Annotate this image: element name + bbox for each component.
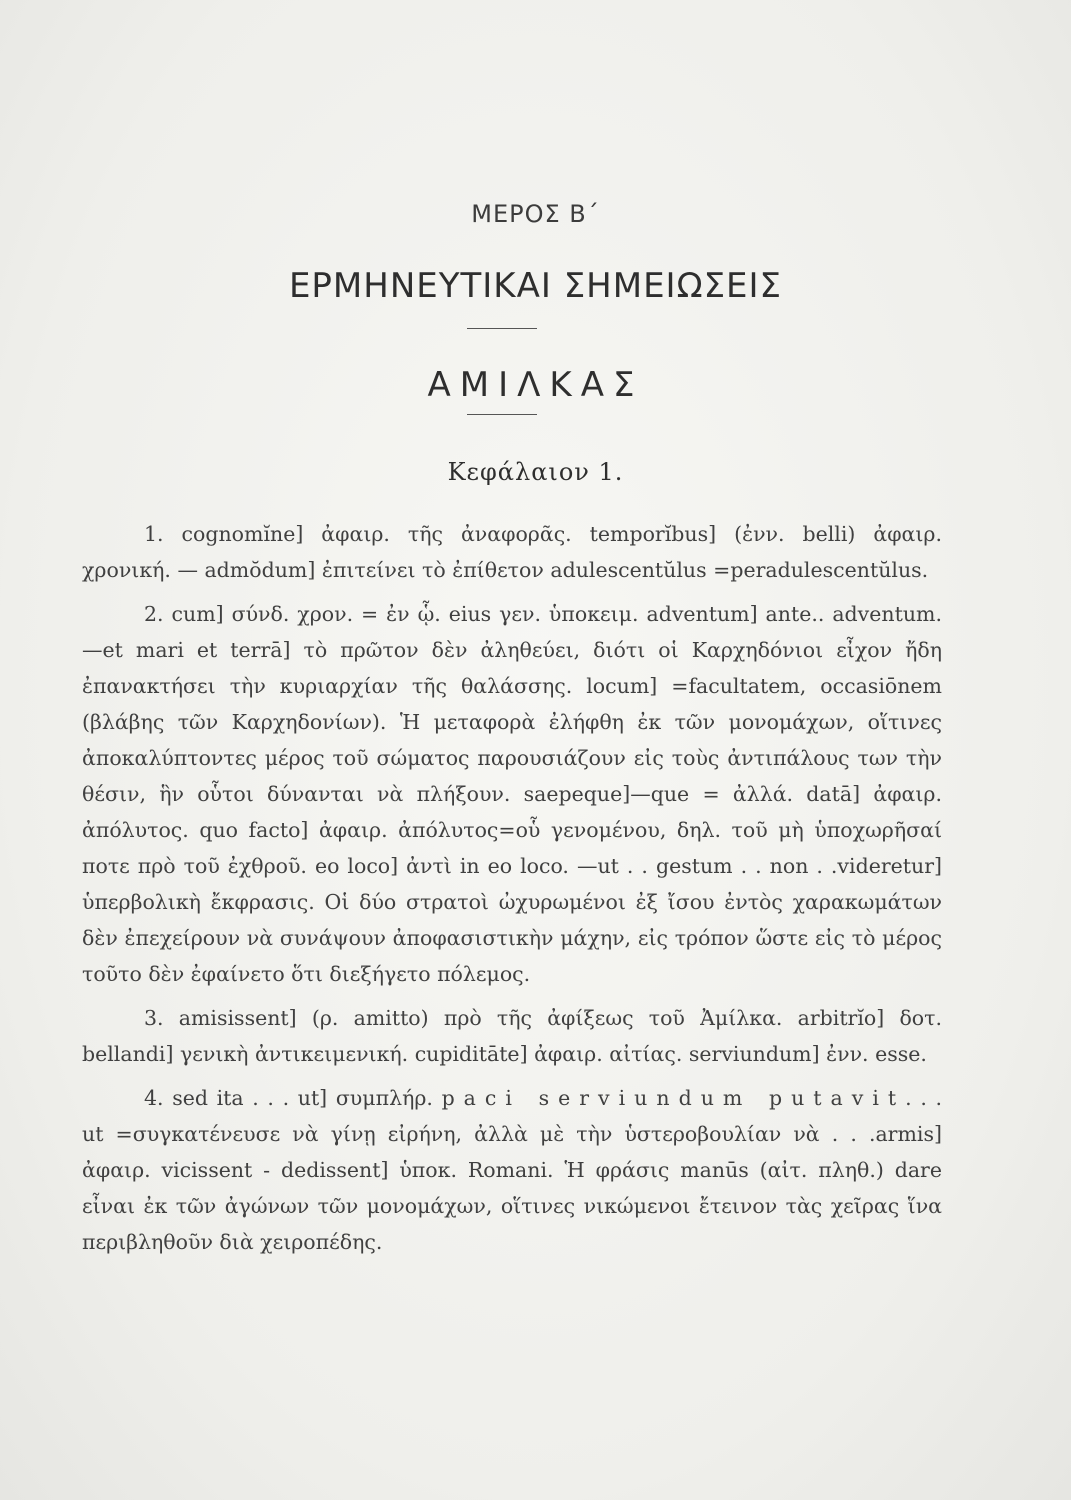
spaced-quotation: paci serviundum putavit (441, 1086, 906, 1110)
commentary-body (82, 516, 942, 1268)
paragraph-4-rest: . . . ut =συγκατένευσε νὰ γίνῃ εἰρήνη, ἀλλὰ μὲ τὴν ὑστεροβουλίαν νὰ . . .armis] ἀφαιρ. vicissent - dedissent] ὑποκ. Romani. Ἡ φράσις manūs (αἰτ. πληθ.) dare εἶναι ἐκ τῶν ἀγώνων τῶν μονομάχων, οἵτινες νικώμενοι ἔτεινον τὰς χεῖρας ἵνα περιβληθοῦν διὰ χειροπέδης. (82, 1086, 942, 1254)
title-divider-bottom (467, 414, 537, 415)
commentary-paragraph-2: 2. cum] σύνδ. χρον. = ἐν ᾧ. eius γεν. ὑποκειμ. adventum] ante.. adventum.—et mari et terrā] τὸ πρῶτον δὲν ἀληθεύει, διότι οἱ Καρχηδόνιοι εἶχον ἤδη ἐπανακτήσει τὴν κυριαρχίαν τῆς θαλάσσης. locum] =facultatem, occasiōnem (βλάβης τῶν Καρχηδονίων). Ἡ μεταφορὰ ἐλήφθη ἐκ τῶν μονομάχων, οἵτινες ἀποκαλύπτοντες μέρος τοῦ σώματος παρουσιάζουν εἰς τοὺς ἀντιπάλους των τὴν θέσιν, ἣν οὗτοι δύνανται νὰ πλήξουν. saepeque]—que = ἀλλά. datā] ἀφαιρ. ἀπόλυτος. quo facto] ἀφαιρ. ἀπόλυτος=οὗ γενομένου, δηλ. τοῦ μὴ ὑποχωρῆσαί ποτε πρὸ τοῦ ἐχθροῦ. eo loco] ἀντὶ in eo loco. —ut . . gestum . . non . .videretur] ὑπερβολικὴ ἔκφρασις. Οἱ δύο στρατοὶ ὠχυρωμένοι ἐξ ἴσου ἐντὸς χαρακωμάτων δὲν ἐπεχείρουν νὰ συνάψουν ἀποφασιστικὴν μάχην, εἰς τρόπον ὥστε εἰς τὸ μέρος τοῦτο δὲν ἐφαίνετο ὅτι διεξήγετο πόλεμος. (82, 602, 942, 986)
chapter-heading: Κεφάλαιον 1. (447, 458, 624, 486)
commentary-paragraph-3: 3. amisissent] (ρ. amitto) πρὸ τῆς ἀφίξεως τοῦ Ἀμίλκα. arbitrĭo] δοτ. bellandi] γενικὴ ἀντικειμενική. cupiditāte] ἀφαιρ. αἰτίας. serviundum] ἐνν. esse. (82, 1006, 942, 1066)
commentary-paragraph-4 (82, 1080, 942, 1260)
main-title: ΕΡΜΗΝΕΥΤΙΚΑΙ ΣΗΜΕΙΩΣΕΙΣ (288, 266, 783, 306)
paragraph-4-lead: 4. sed ita . . . ut] συμπλήρ. (144, 1086, 442, 1110)
part-label: ΜΕΡΟΣ Β΄ (471, 200, 600, 228)
commentary-paragraph-1: 1. cognomĭne] ἀφαιρ. τῆς ἀναφορᾶς. temporĭbus] (ἐνν. belli) ἀφαιρ. χρονική. — admŏdum] ἐπιτείνει τὸ ἐπίθετον adulescentŭlus =peradulescentŭlus. (82, 522, 942, 582)
title-divider-top (467, 328, 537, 329)
section-title: ΑΜΙΛΚΑΣ (427, 365, 644, 405)
